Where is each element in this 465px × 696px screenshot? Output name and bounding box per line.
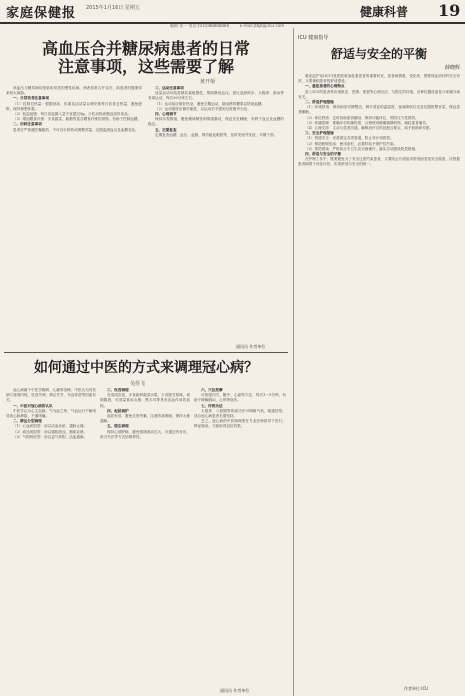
- issue-date: 2015年1月16日 星期五: [86, 5, 140, 11]
- article2-column-1: [6, 388, 96, 688]
- editor-line: 编辑 张一 电话:(010)88888888: [170, 23, 230, 28]
- paragraph: 重症监护室(ICU)是医院收治危重患者的重要科室，患者病情重、变化快，既要保证治疗的安全有效，又要兼顾患者的舒适感受。: [298, 74, 460, 84]
- article2-title: 如何通过中医的方式来调理冠心病？: [34, 360, 258, 376]
- paragraph: 适量运动可改善胰岛素敏感性，帮助降低血压。建议选择散步、太极拳、游泳等有氧运动，每次30分钟左右。: [148, 91, 284, 101]
- paragraph: 起居有常，避免过度劳累，注意防寒保暖，保持大便通畅。: [100, 414, 190, 424]
- subheading: 七、传统功法: [201, 403, 223, 408]
- article1-author: 黄开菊: [200, 79, 216, 85]
- article1-source: 通讯员 作者单位: [236, 344, 266, 349]
- subheading: 六、穴位按摩: [201, 388, 223, 392]
- article2-column-2: [100, 388, 190, 688]
- subheading: 二、舒适护理措施: [305, 100, 334, 105]
- paragraph: 太极拳、八段锦等传统功法可调畅气机、疏通经络，适合冠心病患者长期坚持。: [194, 408, 286, 419]
- paragraph: （1）管道安全：妥善固定各类管道，防止非计划拔管。: [305, 136, 394, 141]
- paragraph: （2）预防跌倒坠床：使用床栏，必要时给予保护性约束。: [305, 141, 398, 146]
- masthead: 家庭保健报: [6, 6, 77, 21]
- right-article-source: 作者单位 ICU: [404, 686, 429, 691]
- section-title: 健康科普: [360, 5, 409, 19]
- paragraph: 保持心情舒畅，避免情绪波动过大，可通过听音乐、练习书法等方式怡情养性。: [100, 429, 190, 439]
- right-article-title: 舒适与安全的平衡: [330, 47, 427, 61]
- article-divider: [4, 352, 288, 353]
- paragraph: 患者应严格遵医嘱服药，不可自行停药或调整剂量，定期监测血压及血糖变化。: [13, 127, 139, 132]
- subheading: 一、中医对冠心病的认识: [13, 403, 53, 408]
- paragraph: 保持乐观情绪，避免精神紧张和情绪激动，保证充足睡眠，有利于血压及血糖的稳定。: [148, 117, 284, 127]
- subheading: 三、安全护理措施: [305, 131, 334, 136]
- article2-author: 吴佳飞: [130, 381, 146, 387]
- subheading: 二、辨证分型调理: [13, 419, 42, 424]
- right-article-author: 薛晓辉: [444, 65, 460, 71]
- paragraph: 冠心病属于中医学胸痹、心痛等范畴，中医认为其发病与寒邪内侵、饮食失调、情志失节、年迈体虚等因素有关。: [6, 388, 96, 403]
- article1-title: [6, 40, 286, 77]
- paragraph: （3）疼痛管理：准确评估疼痛程度，合理使用镇痛镇静药物，减轻患者痛苦。: [305, 120, 430, 125]
- paragraph: （3）预防感染：严格执行手卫生及无菌操作，落实各项感染防控措施。: [305, 146, 419, 151]
- paragraph: 进入ICU的患者常出现焦虑、恐惧、孤独等心理反应，与陌生的环境、各种仪器设备及与家属分离有关。: [298, 89, 460, 99]
- page-header: [0, 0, 465, 24]
- paragraph: 宜清淡饮食，多食新鲜蔬菜水果，少食肥甘厚味，戒烟限酒，可适量食用山楂、黑木耳等具有活血作用的食物。: [100, 393, 190, 408]
- page-number: 19: [438, 1, 461, 20]
- subheading: 四、起居调护: [107, 408, 129, 413]
- subheading: 二、用药注意事项: [13, 122, 42, 127]
- paragraph: 可按揉内关、膻中、心俞等穴位，每次3～5分钟，有助于缓解胸闷、心悸等症状。: [194, 393, 286, 403]
- paragraph: （1）心血瘀阻型：治以活血化瘀、通脉止痛。: [13, 424, 88, 429]
- paragraph: （2）低盐低脂：每日食盐摄入量不宜超过5g，少吃动物油脂及油炸食品。: [13, 112, 132, 117]
- right-article-tag: ICU 健康指导: [298, 35, 329, 41]
- paragraph: （2）体位舒适：定时协助患者翻身，保持功能体位，预防压力性损伤。: [305, 115, 419, 120]
- paragraph: （3）气阴两虚型：治以益气养阴、活血通脉。: [13, 434, 88, 439]
- article1-column-2: [148, 86, 284, 348]
- article1-column-1: [6, 86, 142, 348]
- article1-title-line2: 注意事项，这些需要了解: [57, 57, 234, 77]
- article2-column-3: [194, 388, 286, 688]
- paragraph: （1）控制总热量：根据身高、体重及活动量合理安排每日饮食总热量，避免肥胖，保持理想体重。: [6, 101, 142, 111]
- subheading: 三、运动注意事项: [155, 86, 184, 90]
- paragraph: （4）心理支持：主动与患者沟通，解释治疗目的及配合要点，给予鼓励和安慰。: [305, 126, 434, 131]
- subheading: 四、舒适与安全的平衡: [305, 152, 341, 157]
- subheading: 一、日常饮食注意事项: [13, 96, 49, 101]
- paragraph: （3）增加膳食纤维：多食蔬菜、粗粮等富含膳食纤维的食物，有助于控制血糖。: [13, 117, 142, 122]
- paragraph: 定期复查血糖、血压、血脂、肾功能及眼底等，及时发现并发症，早期干预。: [155, 132, 278, 137]
- article1-title-line1: 高血压合并糖尿病患者的日常: [41, 39, 250, 58]
- subheading: 三、饮食调理: [107, 388, 129, 392]
- subheading: 一、重症患者的心理特点: [305, 84, 345, 89]
- subheading: 五、定期复查: [155, 127, 177, 132]
- email-line: E-mail:jtbjb@163.com: [240, 23, 285, 28]
- main-articles: [0, 28, 290, 696]
- paragraph: （1）环境舒适：保持病室安静整洁，调节适宜的温湿度，夜间降低灯光及仪器报警音量，保证患者睡眠。: [298, 105, 460, 115]
- paragraph: 中医学认为心主血脉，气为血之帅，气血运行不畅则导致心脉痹阻，不通则痛。: [6, 408, 96, 419]
- paragraph: 高血压与糖尿病均是临床常见的慢性疾病，两者常常合并存在，给患者的健康带来较大威胁。: [6, 86, 142, 96]
- paragraph: 在护理工作中，既要避免为了安全过度约束患者，又要防止片面追求舒适而忽视安全隐患，应根据患者病情个体化评估，实现舒适与安全的统一。: [298, 157, 460, 167]
- right-article: [293, 28, 464, 696]
- paragraph: （1）运动前应做好热身，避免空腹运动，随身携带糖果以防低血糖。: [155, 101, 266, 106]
- subheading: 四、心理调节: [155, 112, 177, 117]
- right-article-body: [298, 74, 460, 684]
- article2-source: 通讯员 作者单位: [220, 688, 250, 693]
- paragraph: （2）痰浊闭阻型：治以通阳泄浊、豁痰宣痹。: [13, 429, 88, 434]
- paragraph: （2）运动强度应循序渐进，以运动后不感到过度疲劳为宜。: [155, 106, 251, 111]
- subheading: 五、情志调理: [107, 424, 129, 429]
- paragraph: 总之，冠心病的中医调理需在专业医师指导下进行，辨证施治，方能取得良好效果。: [194, 419, 286, 429]
